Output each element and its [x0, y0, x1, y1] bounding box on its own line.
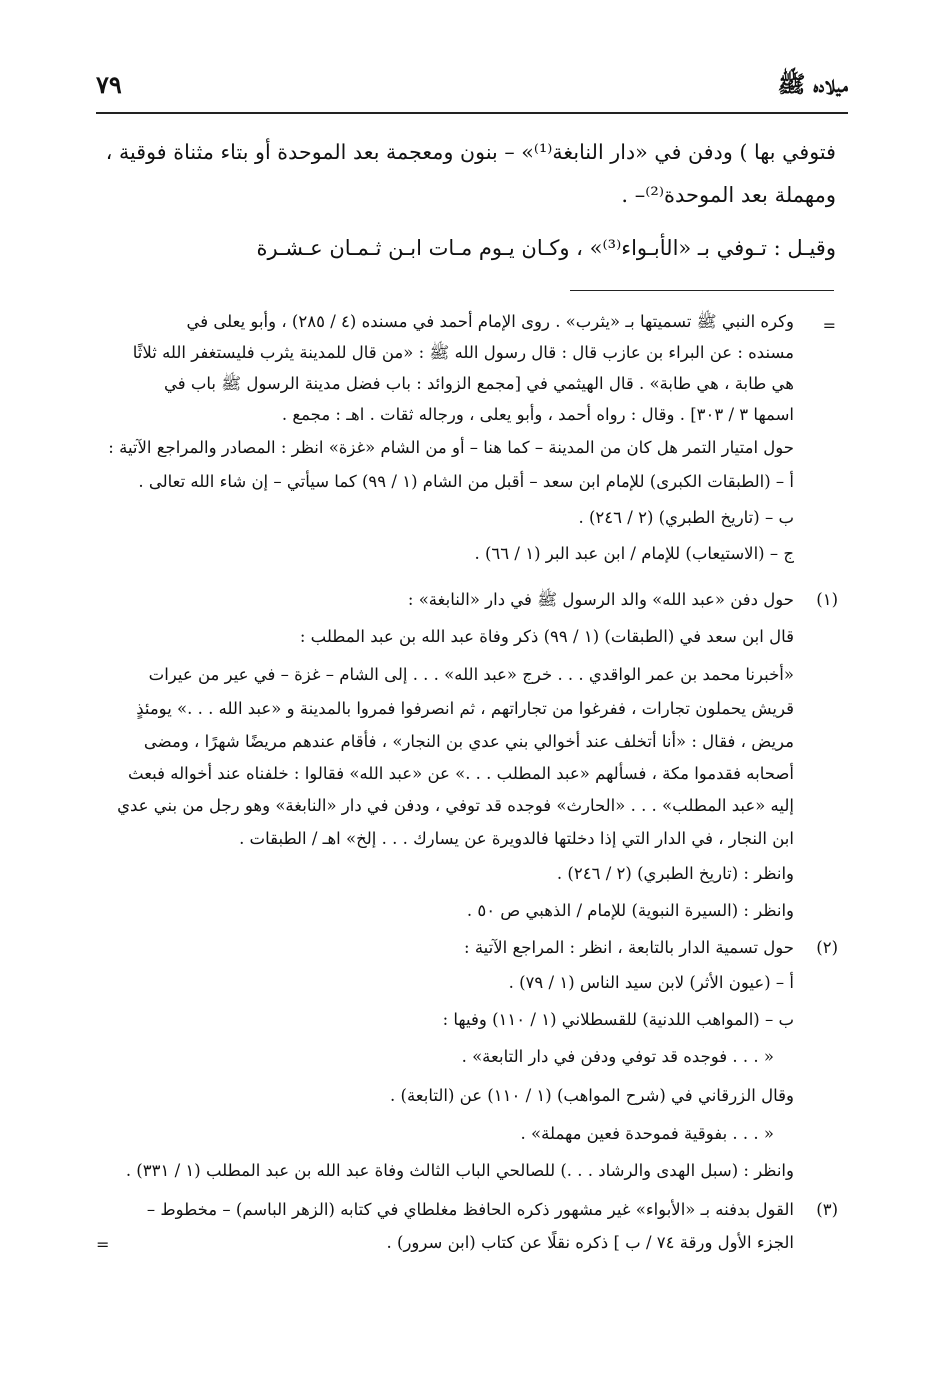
- footnote-number: (٣): [816, 1200, 838, 1219]
- footnote-line: « . . . فوجده قد توفي ودفن في دار التابعة» .: [461, 1047, 774, 1066]
- footnote-line: الجزء الأول ورقة ٧٤ / ب ] ذكره نقلًا عن كتاب (ابن سرور) .: [386, 1233, 794, 1252]
- continuation-mark: =: [822, 316, 836, 335]
- footnote-line: أ – (عيون الأثر) لابن سيد الناس (١ / ٧٩) .: [508, 973, 794, 992]
- footnote-line: ب – (المواهب اللدنية) للقسطلاني (١ / ١١٠) وفيها :: [442, 1010, 794, 1029]
- footnote-line: مريض ، فقال : «أنا أتخلف عند أخوالي بني عدي بن النجار» ، فأقام عندهم مريضًا شهرًا ، ومضى: [143, 732, 794, 751]
- footnote-line: أ – (الطبقات الكبرى) للإمام ابن سعد – أقبل من الشام (١ / ٩٩) كما سيأتي – إن شاء الله تعالى .: [138, 472, 794, 491]
- footnote-separator: [570, 290, 834, 291]
- footnote-line: القول بدفنه بـ «الأبواء» غير مشهور ذكره الحافظ مغلطاي في كتابه (الزهر الباسم) – مخطوط –: [146, 1200, 794, 1219]
- footnote-line: «أخبرنا محمد بن عمر الواقدي . . . خرج «عبد الله» . . . إلى الشام – غزة – في عير من عيرات: [148, 665, 794, 684]
- main-text-line: وقيـل : تـوفي بـ «الأبـواء⁽³⁾» ، وكـان يـوم مـات ابـن ثـمـان عـشـرة: [256, 236, 836, 260]
- running-title: ميلاده ﷺ: [777, 71, 848, 98]
- footnote-line: قريش يحملون تجارات ، ففرغوا من تجاراتهم ، ثم انصرفوا فمروا بالمدينة و «عبد الله . . .» يومئذٍ: [136, 699, 794, 718]
- footnote-line: وانظر : (سبل الهدى والرشاد . . .) للصالحي الباب الثالث وفاة عبد الله بن عبد المطلب (١ / ٣٣١) .: [125, 1161, 794, 1180]
- footnote-line: ب – (تاريخ الطبري) (٢ / ٢٤٦) .: [578, 508, 794, 527]
- footnote-line: قال ابن سعد في (الطبقات) (١ / ٩٩) ذكر وفاة عبد الله بن عبد المطلب :: [299, 627, 794, 646]
- header-rule: [96, 112, 848, 114]
- footnote-line: حول تسمية الدار بالتابعة ، انظر : المراجع الآتية :: [464, 938, 794, 957]
- footnote-line: حول دفن «عبد الله» والد الرسول ﷺ في دار «النابغة» :: [407, 590, 794, 609]
- footnote-number: (١): [816, 590, 838, 609]
- footnote-line: أصحابه فقدموا مكة ، فسألهم «عبد المطلب . . .» عن «عبد الله» فقالوا : خلفناه عند أخواله فبعث: [128, 764, 794, 783]
- footnote-line: حول امتيار التمر هل كان من المدينة – كما هنا – أو من الشام «غزة» انظر : المصادر والمراجع الآتية :: [108, 438, 794, 457]
- continuation-mark: =: [96, 1235, 110, 1254]
- main-text-line: فتوفي بها ) ودفن في «دار النابغة⁽¹⁾» – بنون ومعجمة بعد الموحدة أو بتاء مثناة فوقية ،: [105, 140, 836, 164]
- footnote-line: هي طابة ، هي طابة» . قال الهيثمي في [مجمع الزوائد : باب فضل مدينة الرسول ﷺ باب في: [163, 374, 794, 393]
- footnote-line: « . . . بفوقية فموحدة فعين مهملة» .: [520, 1124, 774, 1143]
- footnote-line: إليه «عبد المطلب» . . . «الحارث» فوجده قد توفي ، ودفن في دار «النابغة» وهو رجل من بني عدي: [117, 796, 794, 815]
- page-header: [96, 70, 848, 104]
- footnote-line: وانظر : (السيرة النبوية) للإمام / الذهبي ص ٥٠ .: [466, 901, 794, 920]
- main-text-line: ومهملة بعد الموحدة⁽²⁾– .: [621, 183, 836, 207]
- footnote-line: مسنده : عن البراء بن عازب قال : قال رسول الله ﷺ : «من قال للمدينة يثرب فليستغفر الله ثلاثًا: [132, 343, 794, 362]
- footnote-line: وانظر : (تاريخ الطبري) (٢ / ٢٤٦) .: [556, 864, 794, 883]
- footnote-line: ج – (الاستيعاب) للإمام / ابن عبد البر (١ / ٦٦) .: [474, 544, 794, 563]
- footnote-line: وكره النبي ﷺ تسميتها بـ «يثرب» . روى الإمام أحمد في مسنده (٤ / ٢٨٥) ، وأبو يعلى في: [186, 312, 794, 331]
- footnote-line: وقال الزرقاني في (شرح المواهب) (١ / ١١٠) عن (التابعة) .: [390, 1086, 794, 1105]
- footnote-line: اسمها ٣ / ٣٠٣] . وقال : رواه أحمد ، وأبو يعلى ، ورجاله ثقات . اهـ : مجمع .: [281, 405, 794, 424]
- footnote-number: (٢): [816, 938, 838, 957]
- footnote-line: ابن النجار ، في الدار التي إذا دخلتها فالدويرة عن يسارك . . . إلخ» اهـ / الطبقات .: [239, 829, 794, 848]
- page-number: ٧٩: [96, 70, 122, 99]
